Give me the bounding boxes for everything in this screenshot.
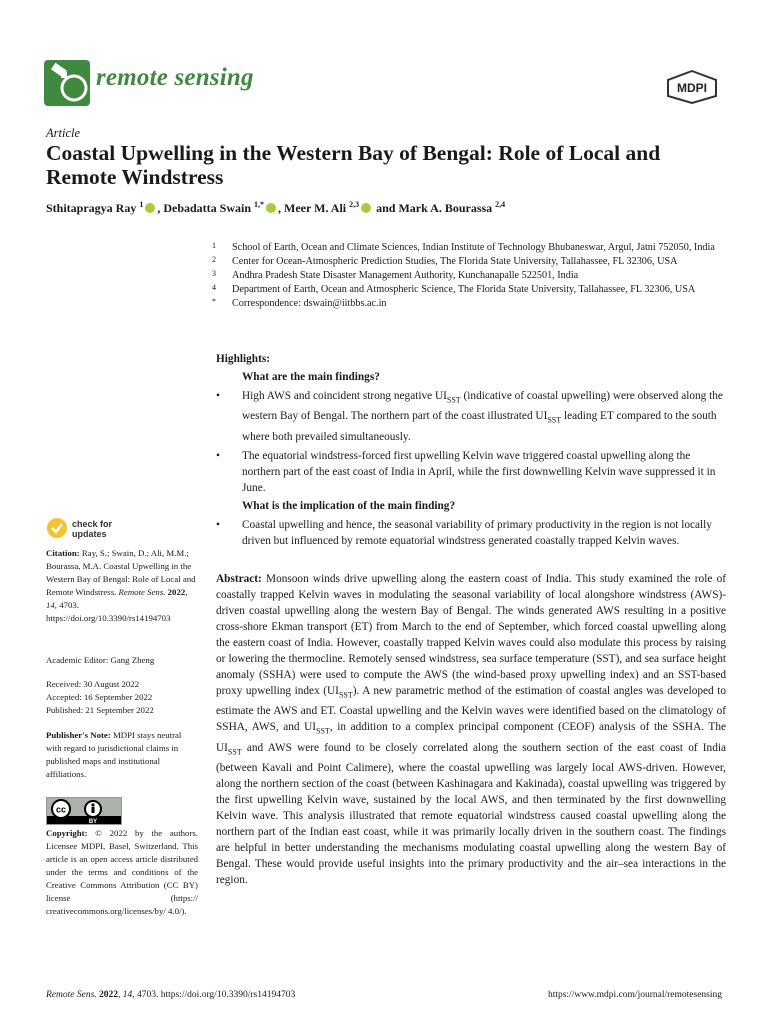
highlights-section bbox=[216, 351, 726, 549]
highlights-heading: Highlights: bbox=[216, 353, 270, 365]
author-name: Mark A. Bourassa bbox=[398, 201, 493, 215]
affiliation-item: 1 School of Earth, Ocean and Climate Sciences, Indian Institute of Technology Bhubaneswar, Argul, Jatni 752050, India bbox=[212, 241, 715, 253]
author-list: Sthitapragya Ray $^1$ , Debadatta Swain $^{1,*}$ , Meer M. Ali $^{2,3}$ and Mark A. Bourassa $^{2,4}$ bbox=[46, 200, 506, 215]
affiliation-item: 4 Department of Earth, Ocean and Atmospheric Science, The Florida State University, Tallahassee, FL 32306, USA bbox=[212, 283, 696, 295]
author-name: Sthitapragya Ray bbox=[46, 201, 137, 215]
highlight-item: • Coastal upwelling and hence, the seasonal variability of primary productivity in the region is not locally driven but influenced by remote equatorial windstress generated coastally trapped Kelvin waves. bbox=[216, 518, 712, 547]
publishers-note: Publisher's Note: MDPI stays neutral with regard to jurisdictional claims in published maps and institutional affiliations. bbox=[46, 730, 182, 779]
footer-journal-link[interactable]: https://www.mdpi.com/journal/remotesensing bbox=[547, 990, 722, 1000]
author-name: Meer M. Ali bbox=[284, 201, 347, 215]
academic-editor: Academic Editor: Gang Zheng bbox=[46, 655, 155, 665]
highlights-question: What is the implication of the main finding? bbox=[242, 499, 456, 512]
orcid-icon[interactable] bbox=[145, 203, 155, 213]
publisher-name: MDPI bbox=[677, 81, 707, 95]
journal-logo-icon bbox=[44, 60, 90, 106]
orcid-icon[interactable] bbox=[361, 203, 371, 213]
highlights-question: What are the main findings? bbox=[242, 371, 380, 383]
abstract: Abstract: Monsoon winds drive upwelling along the eastern coast of India. This study examined the role of coastally trapped Kelvin waves in modulating the seasonal variability of local alongshore windstress (AWS)-driven coastal upwelling along the western Bay of Bengal. The winds generated AWS resulting in a positive cross-shore Ekman transport (ET) from March to the end of September, which forced coastal upwelling along the eastern coast of India. However, coastally trapped Kelvin waves could also modulate this process by raising or lowering the thermocline. Remotely sensed windstress, sea surface temperature (SST), and sea surface height anomaly (SSHA) were used to compute the AWS (the wind-based proxy upwelling index) and an SST-based proxy upwelling index $(UI_{SST})$. A new parametric method of the estimation of coastal angles was developed to estimate the AWS and ET. Coastal upwelling and the Kelvin waves were identified based on the climatology of SSHA, AWS, and $UI_{SST}$, in addition to a complex principal component (CEOF) analysis of the SSHA. The $UI_{SST}$ and AWS were found to be closely correlated along the southern section of the east coast of India (between Kavali and Point Calimere), where the coastal upwelling was largely local AWS-driven. However, along the northern section of the coast (between Kashinagara and Kakinada), coastal upwelling was triggered by the first upwelling Kelvin wave, sustained by the local AWS, and then terminated by the first downwelling Kelvin wave. This analysis illustrated that remote equatorial windstress caused coastal upwelling along the northern part of the Indian east coast, while it was primarily locally driven in the southern coast. The findings are helpful in better understanding the mechanisms modulating coastal upwelling along the western Bay of Bengal. These would provide useful insights into the primary productivity and the air–sea interactions in the region. bbox=[216, 573, 726, 886]
affiliation-item: 2 Center for Ocean-Atmospheric Prediction Studies, The Florida State University, Tallahassee, FL 32306, USA bbox=[212, 255, 678, 267]
affiliation-item: 3 Andhra Pradesh State Disaster Management Authority, Kunchanapalle 522501, India bbox=[212, 269, 579, 281]
cc-by-license-badge[interactable] bbox=[46, 797, 122, 825]
footer-citation: Remote Sens. 2022, 14, 4703. https://doi.org/10.3390/rs14194703 bbox=[46, 990, 296, 1000]
check-updates-icon bbox=[46, 517, 68, 539]
article-type: Article bbox=[46, 126, 81, 140]
orcid-icon[interactable] bbox=[266, 203, 276, 213]
highlight-item: • The equatorial windstress-forced first upwelling Kelvin wave triggered coastal upwelling along the northern part of the east coast of India in April, while the first downwelling Kelvin wave suppressed it in June. bbox=[216, 449, 716, 494]
author-name: Debadatta Swain bbox=[163, 201, 252, 215]
journal-name: remote sensing bbox=[96, 64, 254, 91]
affiliations bbox=[212, 241, 732, 311]
highlight-item: • High AWS and coincident strong negative $UI_{SST}$ (indicative of coastal upwelling) were observed along the western Bay of Bengal. The northern part of the coast illustrated $UI_{SST}$ leading ET compared to the south where both prevailed simultaneously. bbox=[216, 390, 723, 443]
check-for-updates-button[interactable]: check for updates bbox=[46, 517, 166, 545]
cc-icon: cc bbox=[55, 804, 67, 815]
page-title: Coastal Upwelling in the Western Bay of Bengal: Role of Local and Remote Windstress bbox=[46, 141, 661, 189]
by-icon: BY bbox=[88, 819, 98, 824]
copyright: Copyright: © 2022 by the authors. Licensee MDPI, Basel, Switzerland. This article is an open access article distributed under the terms and conditions of the Creative Commons Attribution (CC BY) license (https:// creativecommons.org/licenses/by/ 4.0/). bbox=[46, 828, 198, 916]
correspondence: * Correspondence: dswain@iitbbs.ac.in bbox=[212, 297, 387, 309]
dates: Received: 30 August 2022 Accepted: 16 September 2022 Published: 21 September 2022 bbox=[46, 679, 154, 715]
mdpi-logo-icon bbox=[664, 70, 720, 104]
citation: Citation: Ray, S.; Swain, D.; Ali, M.M.; Bourassa, M.A. Coastal Upwelling in the Western Bay of Bengal: Role of Local and Remote Windstress. Remote Sens. 2022, 14, 4703. https://doi.org/10.3390/rs14194703 bbox=[46, 548, 196, 623]
